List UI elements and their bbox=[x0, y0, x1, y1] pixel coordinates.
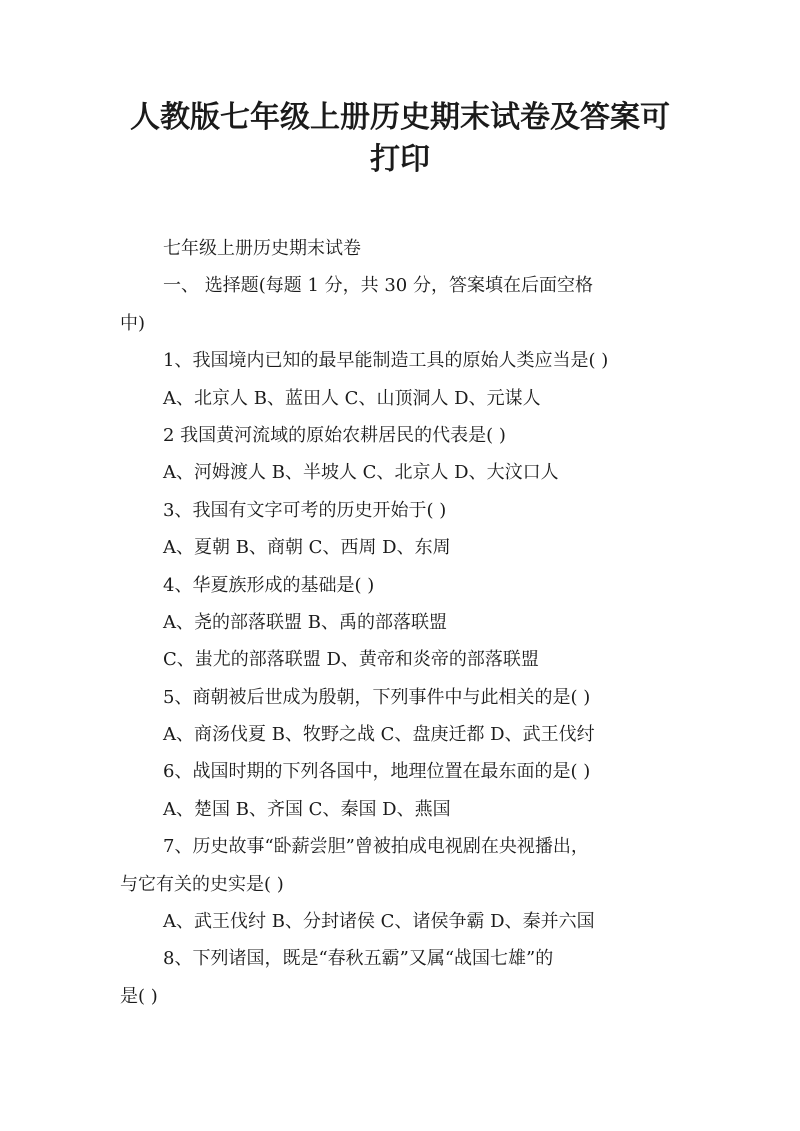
question-6: 6、战国时期的下列各国中，地理位置在最东面的是( ) bbox=[163, 761, 591, 783]
question-4-options-ab: A、尧的部落联盟 B、禹的部落联盟 bbox=[163, 611, 447, 633]
question-8: 8、下列诸国，既是“春秋五霸”又属“战国七雄”的 bbox=[163, 948, 554, 970]
question-6-options: A、楚国 B、齐国 C、秦国 D、燕国 bbox=[163, 798, 451, 820]
section-heading: 一、 选择题(每题 1 分，共 30 分，答案填在后面空格 bbox=[163, 275, 593, 297]
question-4: 4、华夏族形成的基础是( ) bbox=[163, 574, 375, 596]
question-1-options: A、北京人 B、蓝田人 C、山顶洞人 D、元谋人 bbox=[163, 387, 541, 409]
document-title-line-2: 打印 bbox=[370, 142, 430, 177]
exam-subtitle: 七年级上册历史期末试卷 bbox=[163, 238, 361, 259]
question-1: 1、我国境内已知的最早能制造工具的原始人类应当是( ) bbox=[163, 350, 609, 372]
question-3-options: A、夏朝 B、商朝 C、西周 D、东周 bbox=[163, 537, 451, 559]
document-title-line-1: 人教版七年级上册历史期末试卷及答案可 bbox=[130, 100, 670, 135]
document-body bbox=[120, 230, 690, 1015]
question-5-options: A、商汤伐夏 B、牧野之战 C、盘庚迁都 D、武王伐纣 bbox=[163, 724, 595, 746]
section-heading-continued: 中) bbox=[120, 312, 146, 334]
question-4-options-cd: C、蚩尤的部落联盟 D、黄帝和炎帝的部落联盟 bbox=[163, 649, 539, 671]
question-2-options: A、河姆渡人 B、半坡人 C、北京人 D、大汶口人 bbox=[163, 462, 559, 484]
question-8-continued: 是( ) bbox=[120, 985, 158, 1007]
question-7-continued: 与它有关的史实是( ) bbox=[120, 873, 284, 895]
question-7: 7、历史故事“卧薪尝胆”曾被拍成电视剧在央视播出， bbox=[163, 836, 589, 858]
question-3: 3、我国有文字可考的历史开始于( ) bbox=[163, 499, 447, 521]
question-2: 2 我国黄河流域的原始农耕居民的代表是( ) bbox=[163, 424, 506, 446]
question-5: 5、商朝被后世成为殷朝，下列事件中与此相关的是( ) bbox=[163, 686, 591, 708]
question-7-options: A、武王伐纣 B、分封诸侯 C、诸侯争霸 D、秦并六国 bbox=[163, 911, 595, 933]
